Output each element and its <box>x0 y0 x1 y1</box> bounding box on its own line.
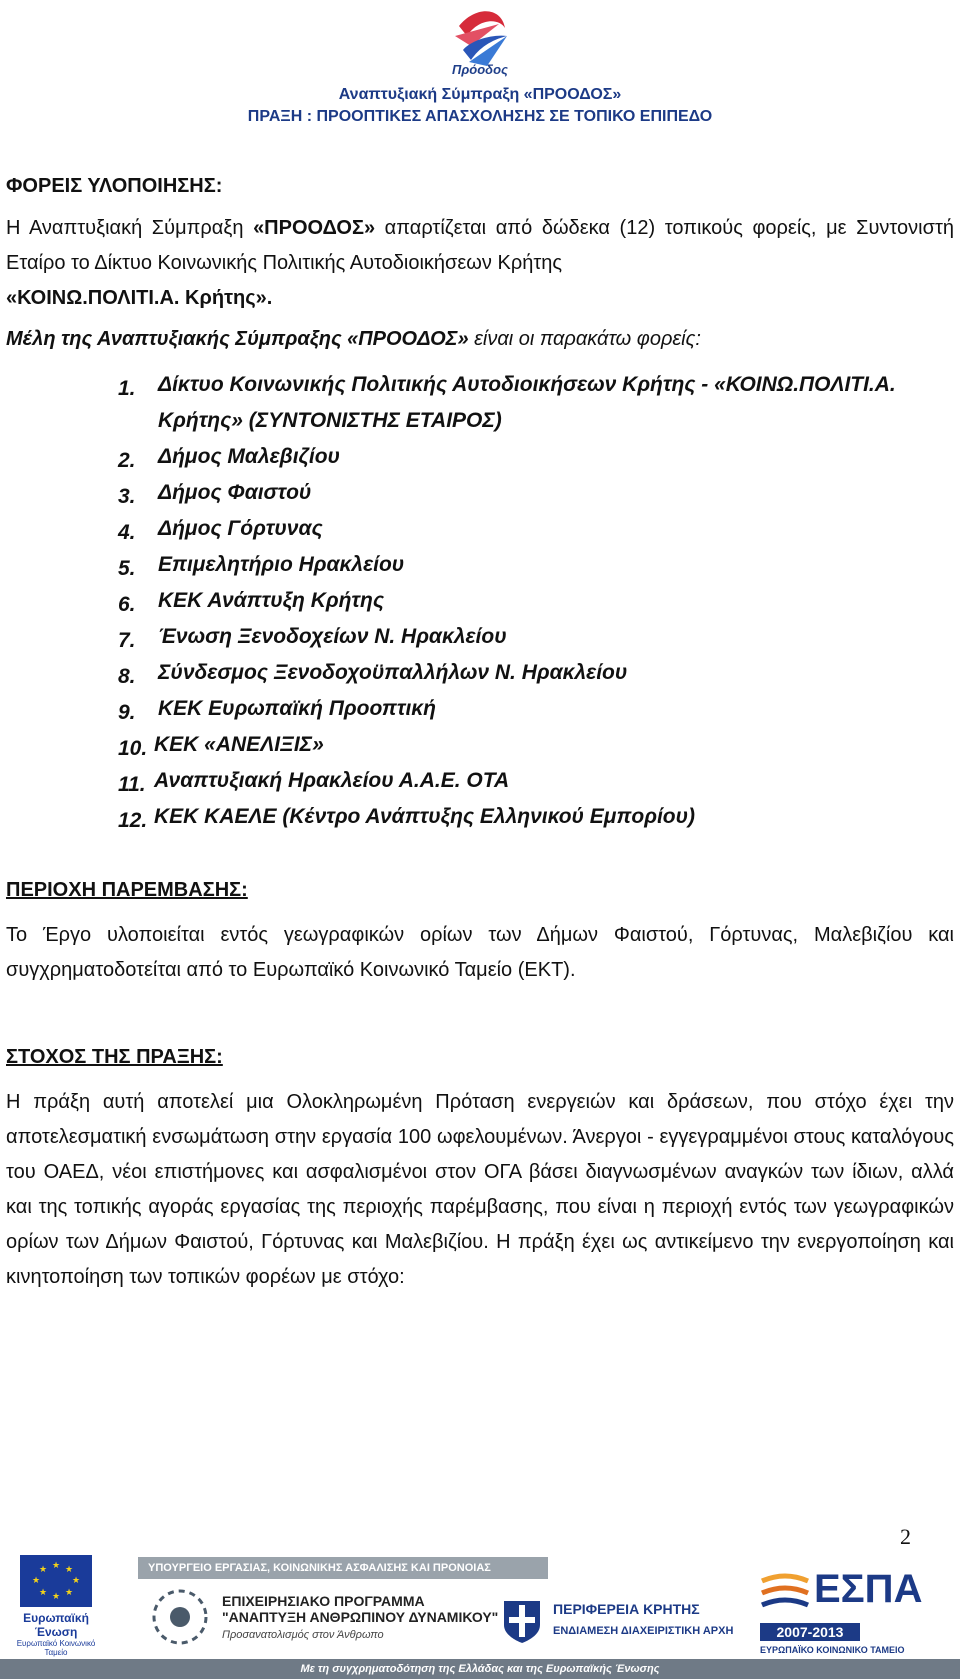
list-item-number: 11. <box>118 773 146 796</box>
espa-title: ΕΣΠΑ <box>814 1567 923 1611</box>
list-item <box>6 511 954 547</box>
list-item-text: ΚΕΚ ΚΑΕΛΕ (Κέντρο Ανάπτυξης Ελληνικού Εμπορίου) <box>154 805 696 828</box>
operational-program-title <box>222 1593 498 1625</box>
list-item-number: 6. <box>118 593 136 616</box>
eu-title: Ευρωπαϊκή Ένωση <box>23 1611 89 1639</box>
managing-authority: ΕΝΔΙΑΜΕΣΗ ΔΙΑΧΕΙΡΙΣΤΙΚΗ ΑΡΧΗ <box>553 1625 734 1637</box>
section-title-implementers: ΦΟΡΕΙΣ ΥΛΟΠΟΙΗΣΗΣ: <box>6 175 223 197</box>
list-item-text: ΚΕΚ Ευρωπαϊκή Προοπτική <box>158 697 436 720</box>
list-item <box>6 691 954 727</box>
list-item-text: Σύνδεσμος Ξενοδοχοϋπαλλήλων Ν. Ηρακλείου <box>158 661 628 684</box>
ministry-banner: ΥΠΟΥΡΓΕΙΟ ΕΡΓΑΣΙΑΣ, ΚΟΙΝΩΝΙΚΗΣ ΑΣΦΑΛΙΣΗΣ ΚΑΙ ΠΡΟΝΟΙΑΣ <box>138 1557 548 1579</box>
list-item <box>6 439 954 475</box>
logo-wordmark: Πρόοδος <box>452 62 508 77</box>
intro-paragraph <box>6 211 954 281</box>
intro-text-b: απαρτίζεται από δώδεκα (12) τοπικούς φορείς, με Συντονιστή Εταίρο το Δίκτυο Κοινωνικής Πολιτικής Αυτοδιοικήσεων Κρήτης <box>6 217 954 274</box>
espa-logo <box>760 1565 930 1621</box>
list-item <box>6 619 954 655</box>
list-item-text: Δήμος Μαλεβιζίου <box>158 445 340 468</box>
section-title-goal: ΣΤΟΧΟΣ ΤΗΣ ΠΡΑΞΗΣ: <box>6 1046 223 1068</box>
list-item-text: Ένωση Ξενοδοχείων Ν. Ηρακλείου <box>158 625 507 648</box>
header-line1: Αναπτυξιακή Σύμπραξη «ΠΡΟΟΔΟΣ» <box>338 86 622 103</box>
intro-text-a: Η Αναπτυξιακή Σύμπραξη <box>6 217 254 239</box>
operational-program-line1: ΕΠΙΧΕΙΡΗΣΙΑΚΟ ΠΡΟΓΡΑΜΜΑ <box>222 1593 425 1609</box>
members-intro-bold: Μέλη της Αναπτυξιακής Σύμπραξης «ΠΡΟΟΔΟΣ» <box>6 328 469 350</box>
espa-years: 2007-2013 <box>760 1623 860 1641</box>
list-item <box>6 763 954 799</box>
list-item-number: 9. <box>118 701 136 724</box>
list-item <box>6 727 954 763</box>
list-item-text: Επιμελητήριο Ηρακλείου <box>158 553 405 576</box>
section-title-area: ΠΕΡΙΟΧΗ ΠΑΡΕΜΒΑΣΗΣ: <box>6 879 248 901</box>
operational-program-line2: "ΑΝΑΠΤΥΞΗ ΑΝΘΡΩΠΙΝΟΥ ΔΥΝΑΜΙΚΟΥ" <box>222 1609 499 1625</box>
area-paragraph: Το Έργο υλοποιείται εντός γεωγραφικών ορίων των Δήμων Φαιστού, Γόρτυνας, Μαλεβιζίου και συγχρηματοδοτείται από το Ευρωπαϊκό Κοινωνικό Ταμείο (ΕΚΤ). <box>6 924 954 981</box>
list-item-number: 2. <box>118 449 136 472</box>
goal-paragraph: Η πράξη αυτή αποτελεί μια Ολοκληρωμένη Πρόταση ενεργειών και δράσεων, που στόχο έχει την αποτελεσματική ενσωμάτωση στην εργασία 100 ωφελουμένων. Άνεργοι - εγγεγραμμένοι στους καταλόγους του ΟΑΕΔ, νέοι επιστήμονες και ασφαλισμένοι στον ΟΓΑ βάσει διαγνωσμένων αναγκών των ίδιων, αλλά και της τοπικής αγοράς εργασίας της περιοχής παρέμβασης, που είναι η περιοχή εντός των γεωγραφικών ορίων των Δήμων Φαιστού, Γόρτυνας και Μαλεβιζίου. Η πράξη έχει ως αντικείμενο την ενεργοποίηση και κινητοποίηση των τοπικών φορέων με στόχο: <box>6 1091 954 1288</box>
footer-logos <box>0 1545 960 1679</box>
espa-waves-icon <box>760 1571 810 1617</box>
cofunding-banner: Με τη συγχρηματοδότηση της Ελλάδας και της Ευρωπαϊκής Ένωσης <box>0 1659 960 1679</box>
list-item <box>6 583 954 619</box>
list-item-number: 12. <box>118 809 148 832</box>
list-item-number: 10. <box>118 737 148 760</box>
list-item-text: Δήμος Φαιστού <box>158 481 312 504</box>
list-item-number: 3. <box>118 485 136 508</box>
members-intro <box>6 322 954 357</box>
list-item-text: Δίκτυο Κοινωνικής Πολιτικής Αυτοδιοικήσεων Κρήτης - «ΚΟΙΝΩ.ΠΟΛΙΤΙ.Α. Κρήτης» (ΣΥΝΤΟΝΙΣΤΗΣ ΕΤΑΙΡΟΣ) <box>158 373 896 432</box>
list-item <box>6 799 954 835</box>
list-item-number: 8. <box>118 665 136 688</box>
list-item-text: Αναπτυξιακή Ηρακλείου Α.Α.Ε. ΟΤΑ <box>154 769 510 792</box>
list-item-number: 7. <box>118 629 136 652</box>
eu-subtitle: Ευρωπαϊκό Κοινωνικό Ταμείο <box>16 1639 96 1657</box>
members-list <box>6 367 954 835</box>
list-item <box>6 367 954 439</box>
eu-flag-icon: ★ ★ ★ ★ ★ ★ ★ ★ <box>20 1555 92 1607</box>
intro-coordinator: «ΚΟΙΝΩ.ΠΟΛΙΤΙ.Α. Κρήτης». <box>6 287 273 309</box>
list-item-text: ΚΕΚ Ανάπτυξη Κρήτης <box>158 589 385 612</box>
list-item-text: ΚΕΚ «ΑΝΕΛΙΞΙΣ» <box>154 733 324 756</box>
operational-program-icon <box>150 1587 210 1647</box>
espa-subtitle: ΕΥΡΩΠΑΪΚΟ ΚΟΙΝΩΝΙΚΟ ΤΑΜΕΙΟ <box>760 1645 905 1655</box>
header-line2: ΠΡΑΞΗ : ΠΡΟΟΠΤΙΚΕΣ ΑΠΑΣΧΟΛΗΣΗΣ ΣΕ ΤΟΠΙΚΟ ΕΠΙΠΕΔΟ <box>247 108 713 125</box>
page-number: 2 <box>900 1524 911 1549</box>
list-item-text: Δήμος Γόρτυνας <box>158 517 323 540</box>
eu-logo <box>12 1555 100 1657</box>
list-item <box>6 547 954 583</box>
intro-text-bold: «ΠΡΟΟΔΟΣ» <box>253 217 376 239</box>
greek-emblem-icon <box>500 1597 544 1645</box>
operational-program-tagline: Προσανατολισμός στον Άνθρωπο <box>222 1629 384 1641</box>
list-item <box>6 475 954 511</box>
members-intro-rest: είναι οι παρακάτω φορείς: <box>468 328 701 350</box>
list-item-number: 1. <box>118 377 136 400</box>
document-body <box>6 175 954 1295</box>
region-name: ΠΕΡΙΦΕΡΕΙΑ ΚΡΗΤΗΣ <box>553 1601 700 1617</box>
list-item <box>6 655 954 691</box>
list-item-number: 5. <box>118 557 136 580</box>
list-item-number: 4. <box>118 521 136 544</box>
